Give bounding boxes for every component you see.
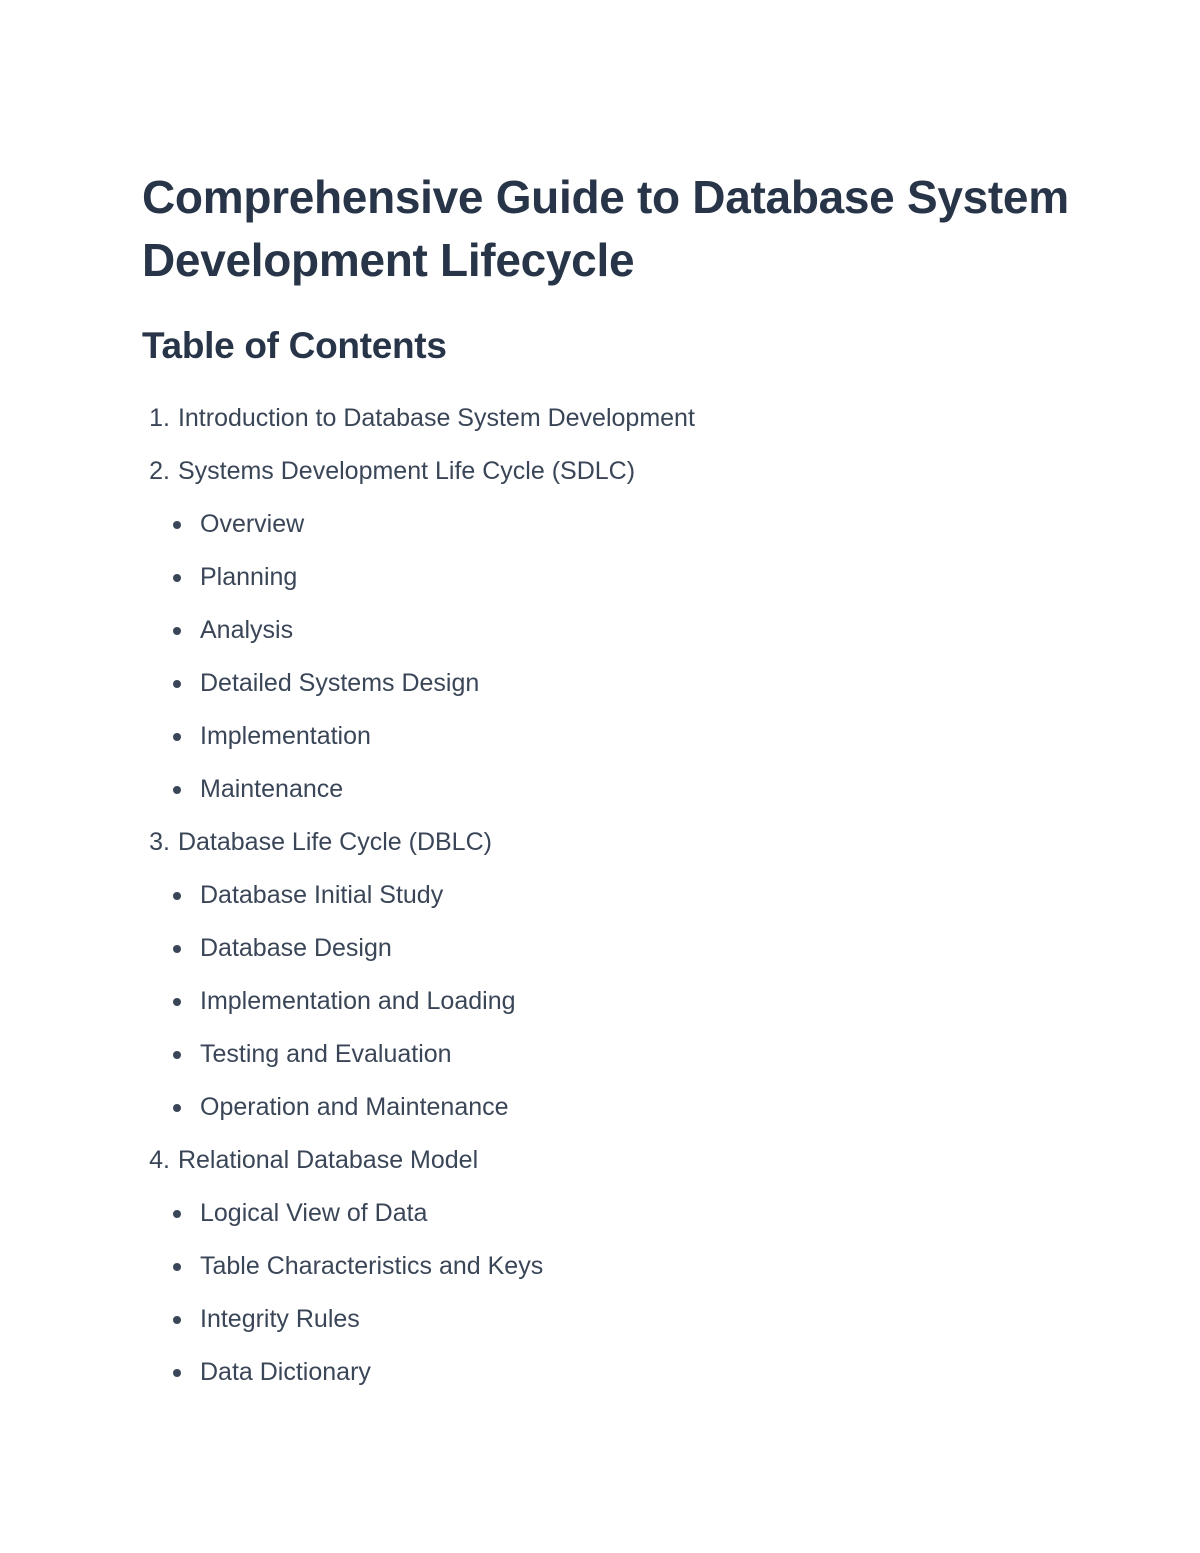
toc-subitem <box>142 763 1082 816</box>
bullet-icon <box>173 998 181 1006</box>
toc-subitem-label: Implementation <box>200 722 371 750</box>
toc-number: 4. <box>149 1146 170 1174</box>
toc-subitem-label: Database Design <box>200 934 392 962</box>
toc-subitem <box>142 551 1082 604</box>
toc-subitem <box>142 657 1082 710</box>
bullet-icon <box>173 892 181 900</box>
toc-subitem <box>142 1187 1082 1240</box>
bullet-icon <box>173 680 181 688</box>
toc-subitem-label: Operation and Maintenance <box>200 1093 509 1121</box>
table-of-contents <box>142 392 1082 1399</box>
bullet-icon <box>173 1263 181 1271</box>
toc-subitem <box>142 1346 1082 1399</box>
toc-subitem-label: Planning <box>200 563 298 591</box>
toc-subitem-label: Database Initial Study <box>200 881 444 909</box>
bullet-icon <box>173 1104 181 1112</box>
toc-subitem-label: Data Dictionary <box>200 1358 371 1386</box>
bullet-icon <box>173 1051 181 1059</box>
toc-label: Systems Development Life Cycle (SDLC) <box>177 457 636 485</box>
toc-number: 1. <box>149 404 170 432</box>
toc-subitem <box>142 1240 1082 1293</box>
bullet-icon <box>173 1316 181 1324</box>
toc-subitem <box>142 604 1082 657</box>
toc-subitem-label: Implementation and Loading <box>200 987 516 1015</box>
toc-label: Relational Database Model <box>177 1146 479 1174</box>
toc-subitem-label: Overview <box>200 510 305 538</box>
toc-subitem-label: Maintenance <box>200 775 344 803</box>
toc-entry-sdlc <box>142 445 1082 816</box>
toc-number: 3. <box>149 828 170 856</box>
toc-subitem <box>142 1028 1082 1081</box>
document-title: Comprehensive Guide to Database System Development Lifecycle <box>142 171 1069 286</box>
bullet-icon <box>173 786 181 794</box>
toc-subitem <box>142 1293 1082 1346</box>
toc-sublist <box>142 1187 1082 1399</box>
bullet-icon <box>173 1369 181 1377</box>
toc-subitem <box>142 498 1082 551</box>
toc-sublist <box>142 498 1082 816</box>
toc-subitem-label: Testing and Evaluation <box>200 1040 452 1068</box>
toc-subitem <box>142 869 1082 922</box>
bullet-icon <box>173 521 181 529</box>
toc-entry-relational-model <box>142 1134 1082 1399</box>
bullet-icon <box>173 574 181 582</box>
document-page <box>142 166 1082 1399</box>
bullet-icon <box>173 627 181 635</box>
toc-label: Introduction to Database System Development <box>177 404 695 432</box>
toc-subitem-label: Integrity Rules <box>200 1305 360 1333</box>
bullet-icon <box>173 733 181 741</box>
toc-sublist <box>142 869 1082 1134</box>
toc-entry-introduction <box>142 392 1082 445</box>
bullet-icon <box>173 945 181 953</box>
toc-subitem-label: Logical View of Data <box>200 1199 428 1227</box>
toc-subitem <box>142 710 1082 763</box>
toc-subitem <box>142 1081 1082 1134</box>
toc-subitem-label: Table Characteristics and Keys <box>200 1252 544 1280</box>
toc-label: Database Life Cycle (DBLC) <box>177 828 492 856</box>
toc-number: 2. <box>149 457 170 485</box>
toc-heading: Table of Contents <box>142 325 447 366</box>
toc-subitem-label: Analysis <box>200 616 294 644</box>
toc-subitem-label: Detailed Systems Design <box>200 669 480 697</box>
toc-entry-dblc <box>142 816 1082 1134</box>
toc-subitem <box>142 922 1082 975</box>
bullet-icon <box>173 1210 181 1218</box>
toc-subitem <box>142 975 1082 1028</box>
